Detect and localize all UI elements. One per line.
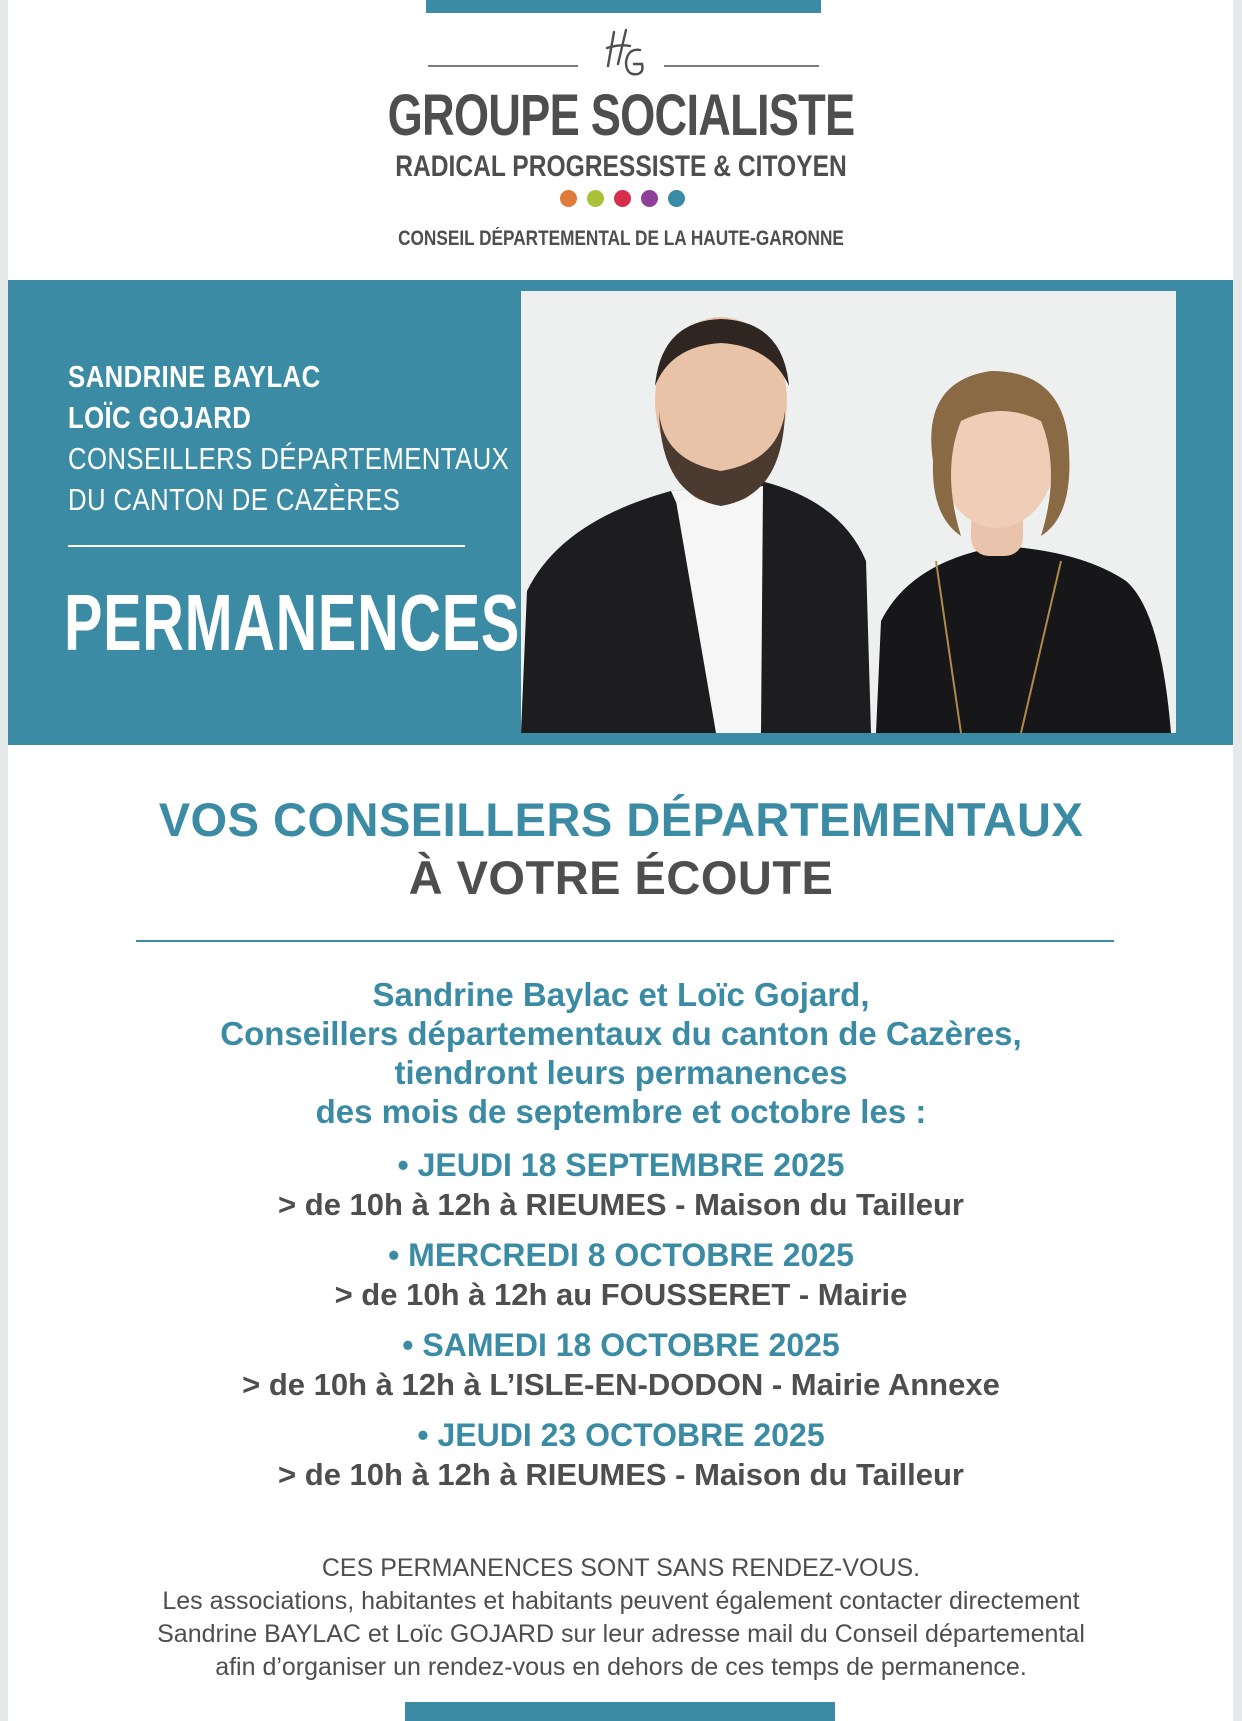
- note-line: Sandrine BAYLAC et Loïc GOJARD sur leur adresse mail du Conseil départemental: [157, 1620, 1085, 1648]
- session-item: [0, 1146, 1242, 1225]
- session-place: > de 10h à 12h à RIEUMES - Maison du Tailleur: [278, 1457, 964, 1492]
- session-item: [0, 1236, 1242, 1315]
- councillor-names: [68, 356, 600, 520]
- section-divider: [136, 940, 1114, 942]
- name-loic: LOÏC GOJARD: [68, 400, 252, 435]
- intro-line: Conseillers départementaux du canton de Cazères,: [220, 1015, 1022, 1052]
- intro-paragraph: [0, 975, 1242, 1131]
- session-date: • JEUDI 18 SEPTEMBRE 2025: [397, 1147, 845, 1183]
- councillors-photo: [521, 291, 1176, 733]
- dot-red: [614, 190, 631, 207]
- intro-line: tiendront leurs permanences: [394, 1054, 848, 1091]
- color-dots: [560, 190, 685, 208]
- dot-orange: [560, 190, 577, 207]
- role-line-1: CONSEILLERS DÉPARTEMENTAUX: [68, 441, 510, 476]
- dot-teal: [668, 190, 685, 207]
- session-place: > de 10h à 12h à L’ISLE-EN-DODON - Mairie Annexe: [242, 1367, 1000, 1402]
- council-name: CONSEIL DÉPARTEMENTAL DE LA HAUTE-GARONNE: [398, 227, 844, 250]
- main-subheading: À VOTRE ÉCOUTE: [408, 851, 834, 904]
- session-date: • JEUDI 23 OCTOBRE 2025: [417, 1417, 825, 1453]
- hg-monogram-logo: [600, 26, 650, 82]
- group-subtitle: RADICAL PROGRESSISTE & CITOYEN: [395, 150, 847, 183]
- dot-purple: [641, 190, 658, 207]
- note-line: afin d’organiser un rendez-vous en dehors de ces temps de permanence.: [215, 1653, 1027, 1681]
- note-line: Les associations, habitantes et habitants peuvent également contacter directement: [162, 1587, 1080, 1615]
- session-place: > de 10h à 12h au FOUSSERET - Mairie: [334, 1277, 908, 1312]
- top-accent-bar: [426, 0, 821, 13]
- footer-notes: [0, 1552, 1242, 1684]
- intro-line: des mois de septembre et octobre les :: [315, 1093, 927, 1130]
- role-line-2: DU CANTON DE CAZÈRES: [68, 482, 401, 517]
- sessions-list: [0, 1146, 1242, 1506]
- councillors-photo-illustration: [521, 291, 1176, 733]
- logo-rule-right: [664, 65, 819, 67]
- session-place: > de 10h à 12h à RIEUMES - Maison du Tailleur: [278, 1187, 964, 1222]
- dot-green: [587, 190, 604, 207]
- name-sandrine: SANDRINE BAYLAC: [68, 359, 321, 394]
- group-title: GROUPE SOCIALISTE: [387, 83, 855, 148]
- logo-rule-left: [428, 65, 578, 67]
- permanences-title: PERMANENCES: [64, 578, 520, 667]
- banner-divider: [68, 545, 465, 547]
- intro-line: Sandrine Baylac et Loïc Gojard,: [372, 976, 870, 1013]
- note-line: CES PERMANENCES SONT SANS RENDEZ-VOUS.: [321, 1554, 921, 1582]
- session-item: [0, 1326, 1242, 1405]
- session-item: [0, 1416, 1242, 1495]
- session-date: • MERCREDI 8 OCTOBRE 2025: [388, 1237, 854, 1273]
- bottom-accent-bar: [405, 1702, 835, 1721]
- session-date: • SAMEDI 18 OCTOBRE 2025: [402, 1327, 840, 1363]
- main-heading: VOS CONSEILLERS DÉPARTEMENTAUX: [158, 793, 1084, 846]
